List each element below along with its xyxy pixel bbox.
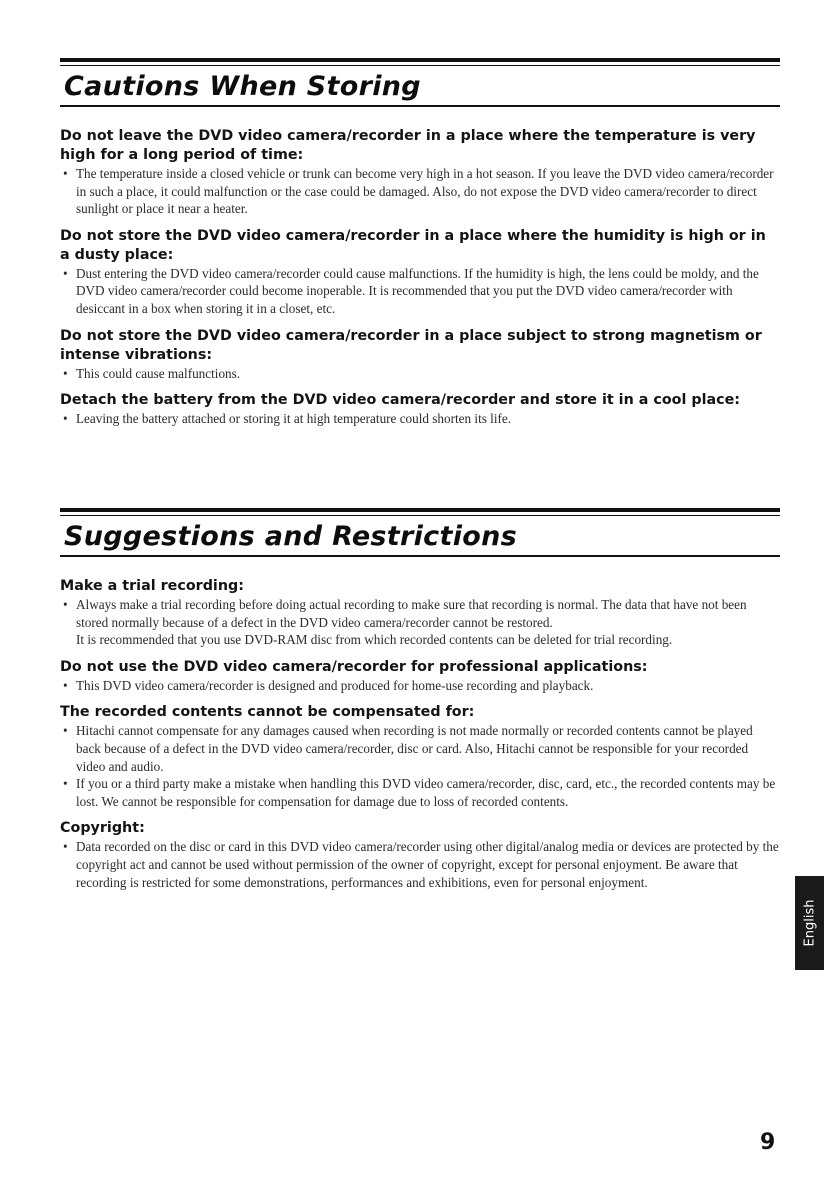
suggestion-note: It is recommended that you use DVD-RAM disc from which recorded contents can be deleted for trial recording. [76, 632, 673, 648]
section-title-cautions: Cautions When Storing [64, 71, 421, 102]
caution-bullet: • Leaving the battery attached or storing it at high temperature could shorten its life. [63, 411, 512, 427]
caution-item [60, 227, 780, 318]
bullet-icon: • [63, 723, 68, 739]
caution-bullet: • The temperature inside a closed vehicle or trunk can become very high in a hot season. If you leave the DVD video camera/recorder in such a place, it could malfunction or the case could be damaged. Also, do not expose the DVD video camera/recorder to direct sunlight or place it near a heater. [63, 166, 774, 217]
caution-item [60, 391, 780, 428]
bullet-icon: • [63, 839, 68, 855]
title-underline [60, 555, 780, 557]
suggestion-item [60, 658, 780, 695]
bullet-icon: • [63, 597, 68, 612]
language-tab-label: English [802, 899, 817, 947]
bullet-icon: • [63, 166, 68, 181]
bullet-icon: • [63, 365, 68, 381]
suggestion-item [60, 577, 780, 649]
caution-heading: Do not store the DVD video camera/recorder in a place subject to strong magnetism or intense vibrations: [60, 327, 762, 363]
language-tab [795, 876, 824, 970]
caution-item [60, 327, 780, 383]
suggestion-heading: Do not use the DVD video camera/recorder for professional applications: [60, 658, 648, 675]
caution-heading: Detach the battery from the DVD video camera/recorder and store it in a cool place: [60, 392, 741, 409]
suggestions-section [60, 508, 780, 891]
suggestion-heading: Make a trial recording: [60, 578, 244, 594]
suggestion-bullet: • If you or a third party make a mistake when handling this DVD video camera/recorder, disc, card, etc., the recorded contents may be lost. We cannot be responsible for compensation for damage due to loss of recorded contents. [63, 776, 776, 809]
top-rule [60, 508, 780, 512]
suggestion-heading: Copyright: [60, 820, 145, 837]
suggestion-item [60, 819, 780, 891]
page-number: 9 [760, 1130, 776, 1155]
suggestion-bullet: • Data recorded on the disc or card in this DVD video camera/recorder using other digital/analog media or devices are protected by the copyright act and cannot be used without permission of the owner of copyright, except for personal enjoyment. Be aware that recording is restricted for some demonstrations, performances and exhibitions, even for personal enjoyment. [63, 839, 779, 890]
suggestion-heading: The recorded contents cannot be compensated for: [60, 704, 475, 721]
caution-heading: Do not leave the DVD video camera/recorder in a place where the temperature is very high for a long period of time: [60, 128, 756, 163]
bullet-icon: • [63, 776, 68, 792]
bullet-icon: • [63, 411, 68, 427]
bullet-icon: • [63, 265, 68, 281]
top-rule [60, 58, 780, 62]
cautions-section [60, 58, 780, 428]
bullet-icon: • [63, 677, 68, 693]
title-underline [60, 105, 780, 107]
caution-heading: Do not store the DVD video camera/recorder in a place where the humidity is high or in a dusty place: [60, 227, 766, 263]
suggestion-bullet: • This DVD video camera/recorder is designed and produced for home-use recording and playback. [63, 677, 594, 693]
suggestion-bullet: • Always make a trial recording before doing actual recording to make sure that recording is normal. The data that have not been stored normally because of a defect in the DVD video camera/recorder cannot be restored. [63, 597, 747, 630]
section-title-suggestions: Suggestions and Restrictions [64, 521, 517, 552]
top-rule-thin [60, 65, 780, 66]
suggestion-item [60, 703, 780, 810]
caution-bullet: • Dust entering the DVD video camera/recorder could cause malfunctions. If the humidity is high, the lens could be moldy, and the DVD video camera/recorder could become inoperable. It is recommended that you put the DVD video camera/recorder with desiccant in a box when storing it in a closet, etc. [63, 265, 759, 316]
top-rule-thin [60, 515, 780, 516]
suggestion-bullet: • Hitachi cannot compensate for any damages caused when recording is not made normally or recorded contents cannot be played back because of a defect in the DVD video camera/recorder, disc or card. Also, Hitachi cannot be responsible for your recorded video and audio. [63, 723, 753, 774]
caution-item [60, 127, 780, 218]
caution-bullet: • This could cause malfunctions. [63, 365, 241, 381]
